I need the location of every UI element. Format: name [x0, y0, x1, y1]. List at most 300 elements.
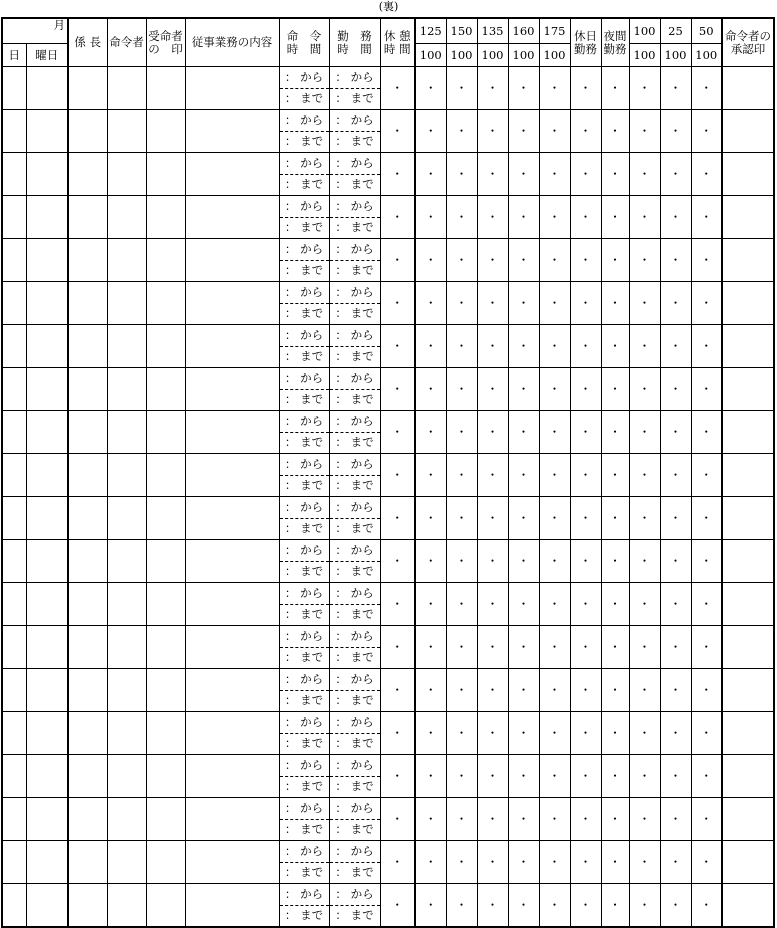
chief-seal-cell[interactable] [68, 239, 107, 282]
hours-cell[interactable]: ・ [446, 153, 477, 196]
hours-cell[interactable]: ・ [415, 669, 446, 712]
duty-content-cell[interactable] [185, 669, 279, 712]
hours-cell[interactable]: ・ [691, 884, 722, 928]
work-time-until[interactable]: ： まで [329, 776, 380, 798]
hours-cell[interactable]: ・ [508, 239, 539, 282]
hours-cell[interactable]: ・ [415, 411, 446, 454]
order-time-until[interactable]: ： まで [279, 131, 329, 153]
approval-seal-cell[interactable] [722, 583, 774, 626]
weekday-cell[interactable] [26, 411, 68, 454]
hours-cell[interactable]: ・ [446, 841, 477, 884]
hours-cell[interactable]: ・ [415, 583, 446, 626]
hours-cell[interactable]: ・ [601, 239, 629, 282]
hours-cell[interactable]: ・ [539, 368, 570, 411]
hours-cell[interactable]: ・ [601, 411, 629, 454]
hours-cell[interactable]: ・ [570, 712, 601, 755]
hours-cell[interactable]: ・ [691, 755, 722, 798]
weekday-cell[interactable] [26, 841, 68, 884]
hours-cell[interactable]: ・ [629, 841, 660, 884]
work-time-from[interactable]: ： から [329, 583, 380, 605]
hours-cell[interactable]: ・ [539, 626, 570, 669]
weekday-cell[interactable] [26, 67, 68, 110]
approval-seal-cell[interactable] [722, 798, 774, 841]
hours-cell[interactable]: ・ [477, 583, 508, 626]
chief-seal-cell[interactable] [68, 153, 107, 196]
hours-cell[interactable]: ・ [415, 884, 446, 928]
hours-cell[interactable]: ・ [660, 67, 691, 110]
weekday-cell[interactable] [26, 282, 68, 325]
hours-cell[interactable]: ・ [508, 153, 539, 196]
order-time-from[interactable]: ： から [279, 497, 329, 519]
hours-cell[interactable]: ・ [601, 841, 629, 884]
recipient-seal-cell[interactable] [146, 540, 185, 583]
orderer-cell[interactable] [107, 583, 146, 626]
work-time-until[interactable]: ： まで [329, 604, 380, 626]
duty-content-cell[interactable] [185, 196, 279, 239]
hours-cell[interactable]: ・ [508, 798, 539, 841]
work-time-from[interactable]: ： から [329, 626, 380, 648]
hours-cell[interactable]: ・ [570, 884, 601, 928]
work-time-until[interactable]: ： まで [329, 475, 380, 497]
hours-cell[interactable]: ・ [508, 884, 539, 928]
order-time-until[interactable]: ： まで [279, 733, 329, 755]
hours-cell[interactable]: ・ [539, 325, 570, 368]
weekday-cell[interactable] [26, 755, 68, 798]
orderer-cell[interactable] [107, 196, 146, 239]
duty-content-cell[interactable] [185, 583, 279, 626]
order-time-until[interactable]: ： まで [279, 862, 329, 884]
hours-cell[interactable]: ・ [570, 411, 601, 454]
recipient-seal-cell[interactable] [146, 67, 185, 110]
hours-cell[interactable]: ・ [508, 841, 539, 884]
recipient-seal-cell[interactable] [146, 325, 185, 368]
work-time-until[interactable]: ： まで [329, 432, 380, 454]
chief-seal-cell[interactable] [68, 67, 107, 110]
hours-cell[interactable]: ・ [629, 153, 660, 196]
weekday-cell[interactable] [26, 798, 68, 841]
orderer-cell[interactable] [107, 669, 146, 712]
recipient-seal-cell[interactable] [146, 368, 185, 411]
work-time-until[interactable]: ： まで [329, 260, 380, 282]
hours-cell[interactable]: ・ [691, 626, 722, 669]
hours-cell[interactable]: ・ [446, 454, 477, 497]
hours-cell[interactable]: ・ [446, 798, 477, 841]
order-time-from[interactable]: ： から [279, 239, 329, 261]
work-time-from[interactable]: ： から [329, 282, 380, 304]
chief-seal-cell[interactable] [68, 755, 107, 798]
approval-seal-cell[interactable] [722, 239, 774, 282]
chief-seal-cell[interactable] [68, 841, 107, 884]
day-cell[interactable] [2, 239, 26, 282]
order-time-from[interactable]: ： から [279, 411, 329, 433]
duty-content-cell[interactable] [185, 497, 279, 540]
break-time-cell[interactable]: ・ [380, 67, 415, 110]
day-cell[interactable] [2, 110, 26, 153]
hours-cell[interactable]: ・ [539, 110, 570, 153]
hours-cell[interactable]: ・ [477, 669, 508, 712]
weekday-cell[interactable] [26, 884, 68, 928]
hours-cell[interactable]: ・ [477, 239, 508, 282]
order-time-until[interactable]: ： まで [279, 604, 329, 626]
hours-cell[interactable]: ・ [415, 798, 446, 841]
hours-cell[interactable]: ・ [415, 196, 446, 239]
hours-cell[interactable]: ・ [539, 497, 570, 540]
hours-cell[interactable]: ・ [629, 110, 660, 153]
hours-cell[interactable]: ・ [446, 626, 477, 669]
hours-cell[interactable]: ・ [570, 454, 601, 497]
hours-cell[interactable]: ・ [415, 755, 446, 798]
chief-seal-cell[interactable] [68, 583, 107, 626]
hours-cell[interactable]: ・ [691, 583, 722, 626]
hours-cell[interactable]: ・ [570, 626, 601, 669]
chief-seal-cell[interactable] [68, 497, 107, 540]
hours-cell[interactable]: ・ [570, 110, 601, 153]
weekday-cell[interactable] [26, 540, 68, 583]
break-time-cell[interactable]: ・ [380, 841, 415, 884]
duty-content-cell[interactable] [185, 626, 279, 669]
hours-cell[interactable]: ・ [508, 755, 539, 798]
duty-content-cell[interactable] [185, 153, 279, 196]
approval-seal-cell[interactable] [722, 626, 774, 669]
weekday-cell[interactable] [26, 626, 68, 669]
recipient-seal-cell[interactable] [146, 239, 185, 282]
work-time-from[interactable]: ： から [329, 669, 380, 691]
hours-cell[interactable]: ・ [601, 669, 629, 712]
order-time-until[interactable]: ： まで [279, 346, 329, 368]
weekday-cell[interactable] [26, 153, 68, 196]
order-time-until[interactable]: ： まで [279, 819, 329, 841]
hours-cell[interactable]: ・ [508, 196, 539, 239]
hours-cell[interactable]: ・ [601, 368, 629, 411]
approval-seal-cell[interactable] [722, 196, 774, 239]
recipient-seal-cell[interactable] [146, 497, 185, 540]
work-time-from[interactable]: ： から [329, 755, 380, 777]
orderer-cell[interactable] [107, 325, 146, 368]
approval-seal-cell[interactable] [722, 884, 774, 928]
hours-cell[interactable]: ・ [601, 110, 629, 153]
orderer-cell[interactable] [107, 712, 146, 755]
chief-seal-cell[interactable] [68, 368, 107, 411]
hours-cell[interactable]: ・ [691, 67, 722, 110]
hours-cell[interactable]: ・ [477, 540, 508, 583]
orderer-cell[interactable] [107, 798, 146, 841]
recipient-seal-cell[interactable] [146, 110, 185, 153]
hours-cell[interactable]: ・ [691, 239, 722, 282]
hours-cell[interactable]: ・ [570, 583, 601, 626]
order-time-from[interactable]: ： から [279, 368, 329, 390]
approval-seal-cell[interactable] [722, 368, 774, 411]
order-time-until[interactable]: ： まで [279, 561, 329, 583]
hours-cell[interactable]: ・ [446, 239, 477, 282]
hours-cell[interactable]: ・ [660, 497, 691, 540]
work-time-from[interactable]: ： から [329, 325, 380, 347]
hours-cell[interactable]: ・ [539, 669, 570, 712]
hours-cell[interactable]: ・ [477, 841, 508, 884]
day-cell[interactable] [2, 497, 26, 540]
day-cell[interactable] [2, 368, 26, 411]
weekday-cell[interactable] [26, 110, 68, 153]
chief-seal-cell[interactable] [68, 798, 107, 841]
chief-seal-cell[interactable] [68, 669, 107, 712]
hours-cell[interactable]: ・ [539, 454, 570, 497]
hours-cell[interactable]: ・ [691, 110, 722, 153]
order-time-until[interactable]: ： まで [279, 88, 329, 110]
approval-seal-cell[interactable] [722, 325, 774, 368]
order-time-until[interactable]: ： まで [279, 217, 329, 239]
break-time-cell[interactable]: ・ [380, 540, 415, 583]
recipient-seal-cell[interactable] [146, 712, 185, 755]
hours-cell[interactable]: ・ [691, 368, 722, 411]
work-time-until[interactable]: ： まで [329, 518, 380, 540]
approval-seal-cell[interactable] [722, 755, 774, 798]
day-cell[interactable] [2, 196, 26, 239]
duty-content-cell[interactable] [185, 540, 279, 583]
break-time-cell[interactable]: ・ [380, 669, 415, 712]
orderer-cell[interactable] [107, 239, 146, 282]
work-time-from[interactable]: ： から [329, 110, 380, 132]
recipient-seal-cell[interactable] [146, 626, 185, 669]
work-time-from[interactable]: ： から [329, 884, 380, 906]
hours-cell[interactable]: ・ [415, 239, 446, 282]
orderer-cell[interactable] [107, 884, 146, 928]
hours-cell[interactable]: ・ [629, 454, 660, 497]
approval-seal-cell[interactable] [722, 282, 774, 325]
hours-cell[interactable]: ・ [691, 841, 722, 884]
hours-cell[interactable]: ・ [601, 884, 629, 928]
hours-cell[interactable]: ・ [570, 325, 601, 368]
hours-cell[interactable]: ・ [601, 755, 629, 798]
weekday-cell[interactable] [26, 497, 68, 540]
work-time-until[interactable]: ： まで [329, 647, 380, 669]
orderer-cell[interactable] [107, 110, 146, 153]
hours-cell[interactable]: ・ [508, 110, 539, 153]
order-time-from[interactable]: ： から [279, 540, 329, 562]
hours-cell[interactable]: ・ [601, 540, 629, 583]
hours-cell[interactable]: ・ [539, 884, 570, 928]
approval-seal-cell[interactable] [722, 153, 774, 196]
break-time-cell[interactable]: ・ [380, 497, 415, 540]
hours-cell[interactable]: ・ [477, 712, 508, 755]
weekday-cell[interactable] [26, 454, 68, 497]
weekday-cell[interactable] [26, 368, 68, 411]
hours-cell[interactable]: ・ [508, 368, 539, 411]
hours-cell[interactable]: ・ [629, 669, 660, 712]
duty-content-cell[interactable] [185, 368, 279, 411]
order-time-until[interactable]: ： まで [279, 389, 329, 411]
work-time-until[interactable]: ： まで [329, 733, 380, 755]
hours-cell[interactable]: ・ [570, 841, 601, 884]
hours-cell[interactable]: ・ [660, 325, 691, 368]
order-time-from[interactable]: ： から [279, 454, 329, 476]
duty-content-cell[interactable] [185, 841, 279, 884]
work-time-from[interactable]: ： から [329, 153, 380, 175]
order-time-until[interactable]: ： まで [279, 776, 329, 798]
orderer-cell[interactable] [107, 67, 146, 110]
order-time-from[interactable]: ： から [279, 583, 329, 605]
chief-seal-cell[interactable] [68, 325, 107, 368]
work-time-from[interactable]: ： から [329, 67, 380, 89]
hours-cell[interactable]: ・ [508, 669, 539, 712]
hours-cell[interactable]: ・ [539, 196, 570, 239]
hours-cell[interactable]: ・ [539, 67, 570, 110]
order-time-until[interactable]: ： まで [279, 303, 329, 325]
duty-content-cell[interactable] [185, 67, 279, 110]
hours-cell[interactable]: ・ [539, 712, 570, 755]
order-time-from[interactable]: ： から [279, 755, 329, 777]
hours-cell[interactable]: ・ [660, 755, 691, 798]
hours-cell[interactable]: ・ [446, 110, 477, 153]
work-time-from[interactable]: ： から [329, 540, 380, 562]
orderer-cell[interactable] [107, 368, 146, 411]
hours-cell[interactable]: ・ [660, 669, 691, 712]
work-time-until[interactable]: ： まで [329, 561, 380, 583]
order-time-from[interactable]: ： から [279, 282, 329, 304]
approval-seal-cell[interactable] [722, 454, 774, 497]
hours-cell[interactable]: ・ [477, 626, 508, 669]
weekday-cell[interactable] [26, 325, 68, 368]
hours-cell[interactable]: ・ [660, 583, 691, 626]
chief-seal-cell[interactable] [68, 540, 107, 583]
hours-cell[interactable]: ・ [601, 196, 629, 239]
hours-cell[interactable]: ・ [446, 669, 477, 712]
hours-cell[interactable]: ・ [601, 153, 629, 196]
day-cell[interactable] [2, 841, 26, 884]
hours-cell[interactable]: ・ [691, 196, 722, 239]
work-time-until[interactable]: ： まで [329, 346, 380, 368]
hours-cell[interactable]: ・ [691, 411, 722, 454]
approval-seal-cell[interactable] [722, 67, 774, 110]
recipient-seal-cell[interactable] [146, 454, 185, 497]
hours-cell[interactable]: ・ [570, 540, 601, 583]
hours-cell[interactable]: ・ [477, 884, 508, 928]
duty-content-cell[interactable] [185, 884, 279, 928]
hours-cell[interactable]: ・ [446, 712, 477, 755]
work-time-until[interactable]: ： まで [329, 862, 380, 884]
hours-cell[interactable]: ・ [446, 282, 477, 325]
approval-seal-cell[interactable] [722, 841, 774, 884]
hours-cell[interactable]: ・ [570, 368, 601, 411]
order-time-until[interactable]: ： まで [279, 518, 329, 540]
hours-cell[interactable]: ・ [570, 67, 601, 110]
break-time-cell[interactable]: ・ [380, 196, 415, 239]
hours-cell[interactable]: ・ [446, 368, 477, 411]
orderer-cell[interactable] [107, 841, 146, 884]
hours-cell[interactable]: ・ [629, 583, 660, 626]
order-time-until[interactable]: ： まで [279, 690, 329, 712]
hours-cell[interactable]: ・ [508, 583, 539, 626]
hours-cell[interactable]: ・ [629, 540, 660, 583]
hours-cell[interactable]: ・ [691, 153, 722, 196]
hours-cell[interactable]: ・ [601, 583, 629, 626]
hours-cell[interactable]: ・ [415, 497, 446, 540]
hours-cell[interactable]: ・ [660, 282, 691, 325]
hours-cell[interactable]: ・ [508, 497, 539, 540]
hours-cell[interactable]: ・ [660, 841, 691, 884]
hours-cell[interactable]: ・ [601, 497, 629, 540]
work-time-from[interactable]: ： から [329, 798, 380, 820]
orderer-cell[interactable] [107, 626, 146, 669]
approval-seal-cell[interactable] [722, 540, 774, 583]
day-cell[interactable] [2, 583, 26, 626]
order-time-from[interactable]: ： から [279, 110, 329, 132]
hours-cell[interactable]: ・ [508, 67, 539, 110]
recipient-seal-cell[interactable] [146, 798, 185, 841]
work-time-until[interactable]: ： まで [329, 389, 380, 411]
hours-cell[interactable]: ・ [446, 325, 477, 368]
order-time-from[interactable]: ： から [279, 626, 329, 648]
hours-cell[interactable]: ・ [508, 626, 539, 669]
break-time-cell[interactable]: ・ [380, 755, 415, 798]
hours-cell[interactable]: ・ [629, 798, 660, 841]
hours-cell[interactable]: ・ [629, 755, 660, 798]
break-time-cell[interactable]: ・ [380, 368, 415, 411]
work-time-until[interactable]: ： まで [329, 690, 380, 712]
work-time-from[interactable]: ： から [329, 239, 380, 261]
orderer-cell[interactable] [107, 282, 146, 325]
hours-cell[interactable]: ・ [570, 755, 601, 798]
hours-cell[interactable]: ・ [629, 884, 660, 928]
recipient-seal-cell[interactable] [146, 411, 185, 454]
approval-seal-cell[interactable] [722, 669, 774, 712]
day-cell[interactable] [2, 153, 26, 196]
day-cell[interactable] [2, 626, 26, 669]
hours-cell[interactable]: ・ [415, 282, 446, 325]
weekday-cell[interactable] [26, 669, 68, 712]
hours-cell[interactable]: ・ [629, 712, 660, 755]
order-time-from[interactable]: ： から [279, 798, 329, 820]
duty-content-cell[interactable] [185, 325, 279, 368]
work-time-until[interactable]: ： まで [329, 131, 380, 153]
hours-cell[interactable]: ・ [660, 196, 691, 239]
hours-cell[interactable]: ・ [660, 239, 691, 282]
weekday-cell[interactable] [26, 239, 68, 282]
work-time-from[interactable]: ： から [329, 411, 380, 433]
day-cell[interactable] [2, 669, 26, 712]
work-time-until[interactable]: ： まで [329, 217, 380, 239]
hours-cell[interactable]: ・ [691, 497, 722, 540]
weekday-cell[interactable] [26, 712, 68, 755]
order-time-until[interactable]: ： まで [279, 432, 329, 454]
chief-seal-cell[interactable] [68, 110, 107, 153]
hours-cell[interactable]: ・ [601, 798, 629, 841]
orderer-cell[interactable] [107, 153, 146, 196]
hours-cell[interactable]: ・ [660, 110, 691, 153]
orderer-cell[interactable] [107, 755, 146, 798]
hours-cell[interactable]: ・ [539, 239, 570, 282]
work-time-until[interactable]: ： まで [329, 819, 380, 841]
work-time-from[interactable]: ： から [329, 841, 380, 863]
hours-cell[interactable]: ・ [691, 798, 722, 841]
order-time-from[interactable]: ： から [279, 325, 329, 347]
work-time-from[interactable]: ： から [329, 368, 380, 390]
hours-cell[interactable]: ・ [629, 67, 660, 110]
hours-cell[interactable]: ・ [629, 282, 660, 325]
day-cell[interactable] [2, 712, 26, 755]
chief-seal-cell[interactable] [68, 411, 107, 454]
hours-cell[interactable]: ・ [660, 153, 691, 196]
order-time-from[interactable]: ： から [279, 841, 329, 863]
work-time-from[interactable]: ： から [329, 454, 380, 476]
hours-cell[interactable]: ・ [539, 583, 570, 626]
duty-content-cell[interactable] [185, 239, 279, 282]
hours-cell[interactable]: ・ [570, 669, 601, 712]
day-cell[interactable] [2, 454, 26, 497]
break-time-cell[interactable]: ・ [380, 583, 415, 626]
break-time-cell[interactable]: ・ [380, 411, 415, 454]
hours-cell[interactable]: ・ [477, 411, 508, 454]
hours-cell[interactable]: ・ [508, 540, 539, 583]
hours-cell[interactable]: ・ [446, 67, 477, 110]
